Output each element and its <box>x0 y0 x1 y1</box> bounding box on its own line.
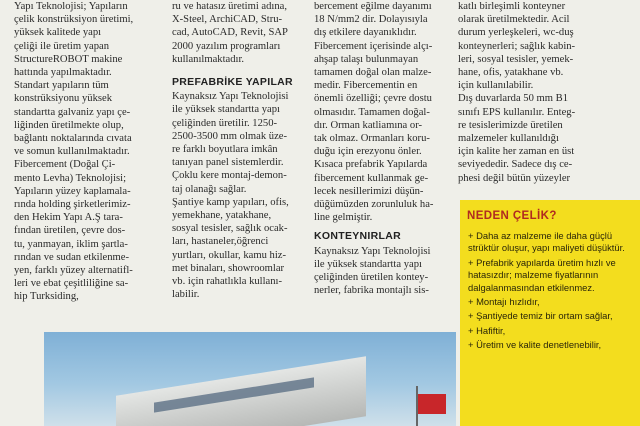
section-heading-prefabrike: PREFABRİKE YAPILAR <box>172 76 293 89</box>
col2-text-top: ru ve hatasız üretimi adına, X-Steel, ArchiCAD, Stru- cad, AutoCAD, Revit, SAP 2000 yazılım programları kullanılmaktadır. <box>172 1 288 65</box>
col3-text-bottom: Kaynaksız Yapı Teknolojisi ile yüksek standartta yapı çeliğinden üretilen kontey- nerler, fabrika montajlı sis- <box>314 245 431 297</box>
text-column-2 <box>172 0 307 301</box>
col1-text: Yapı Teknolojisi; Yapıların çelik konstrüksiyon üretimi, yüksek kalitede yapı çeliği ile üretim yapan StructureROBOT makine hattında yapılmaktadır. Standart yapıların tüm konstrüksiyonu yüksek standartta galvaniz yapı çe- liğinden üretilmekte olup, bağlantı noktalarında cıvata ve somun kullanılmaktadır. Fibercement (Doğal Çi- mento Levha) Teknolojisi; Yapıların yüzey kaplamala- rında holding şirketlerimiz- den Hekim Yapı A.Ş tara- fından üretilen, çevre dos- tu, yanmayan, iklim şartla- rından ve sudan etkilenme- yen, farklı yüzey alternatifl- leri ve ebat çeşitliliğine sa- hip Turksiding, <box>14 1 134 303</box>
list-item: + Üretim ve kalite denetlenebilir, <box>468 339 602 351</box>
list-item: + Hafiftir, <box>468 324 506 336</box>
col3-text-top: bercement eğilme dayanımı 18 N/mm2 dir. Dolayısıyla dış etkilere dayanıklıdır. Fibercement içerisinde alçı- ahşap talaşı bulunmayan tamamen doğal olan malze- medir. Fibercementin en önemli özelliği; çevre dostu olmasıdır. Tamamen doğal- dır. Orman katliamına or- tak olmaz. Ormanları koru- duğu için erezyonu önler. Kısaca prefabrik Yapılarda fibercement kullanmak ge- lecek nesillerimizi düşün- düğümüzden zorunluluk ha- line gelmiştir. <box>314 1 434 224</box>
col4-text: katlı birleşimli konteyner olarak üretilmektedir. Acil durum yerleşkeleri, wc-duş konteynerleri; sağlık kabin- leri, sosyal tesisler, yemek- hane, ofis, yatakhane vb. için kullanılabilir. Dış duvarlarda 50 mm B1 sınıfı EPS kullanılır. Enteg- re tesislerimizde üretilen malzemeler kullanıldığı için kalite her zaman en üst seviyededir. Sadece dış ce- phesi değil bütün yüzeyler <box>458 1 576 184</box>
why-steel-title: NEDEN ÇELİK? <box>467 210 557 222</box>
why-steel-box <box>460 200 640 426</box>
text-column-4 <box>458 0 623 185</box>
building-photo <box>44 332 456 426</box>
why-steel-list <box>468 230 634 354</box>
section-heading-konteynirlar: KONTEYNIRLAR <box>314 230 402 243</box>
list-item: + Montajı hızlıdır, <box>468 296 540 308</box>
text-column-1 <box>14 0 164 304</box>
text-column-3 <box>314 0 451 297</box>
list-item: + Prefabrik yapılarda üretim hızlı ve hatasızdır; malzeme fiyatlarının dalgalanmasından etkilenmez. <box>468 256 616 293</box>
flag-icon <box>418 394 446 414</box>
col2-text-bottom: Kaynaksız Yapı Teknolojisi ile yüksek standartta yapı çeliğinden üretilir. 1250- 2500-3500 mm olmak üze- re farklı boyutlara imkân tanıyan panel sistemlerdir. Çoklu kere montaj-demon- taj olanağı sağlar. Şantiye kamp yapıları, ofis, yemekhane, yatakhane, sosyal tesisler, sağlık ocak- ları, hastaneler,öğrenci yurtları, okullar, kamu hiz- met binaları, showroomlar vb. için rahatlıkla kullanı- labilir. <box>172 91 289 301</box>
list-item: + Şantiyede temiz bir ortam sağlar, <box>468 310 613 322</box>
list-item: + Daha az malzeme ile daha güçlü strüktür oluşur, yapı maliyeti düşüktür. <box>468 230 625 254</box>
